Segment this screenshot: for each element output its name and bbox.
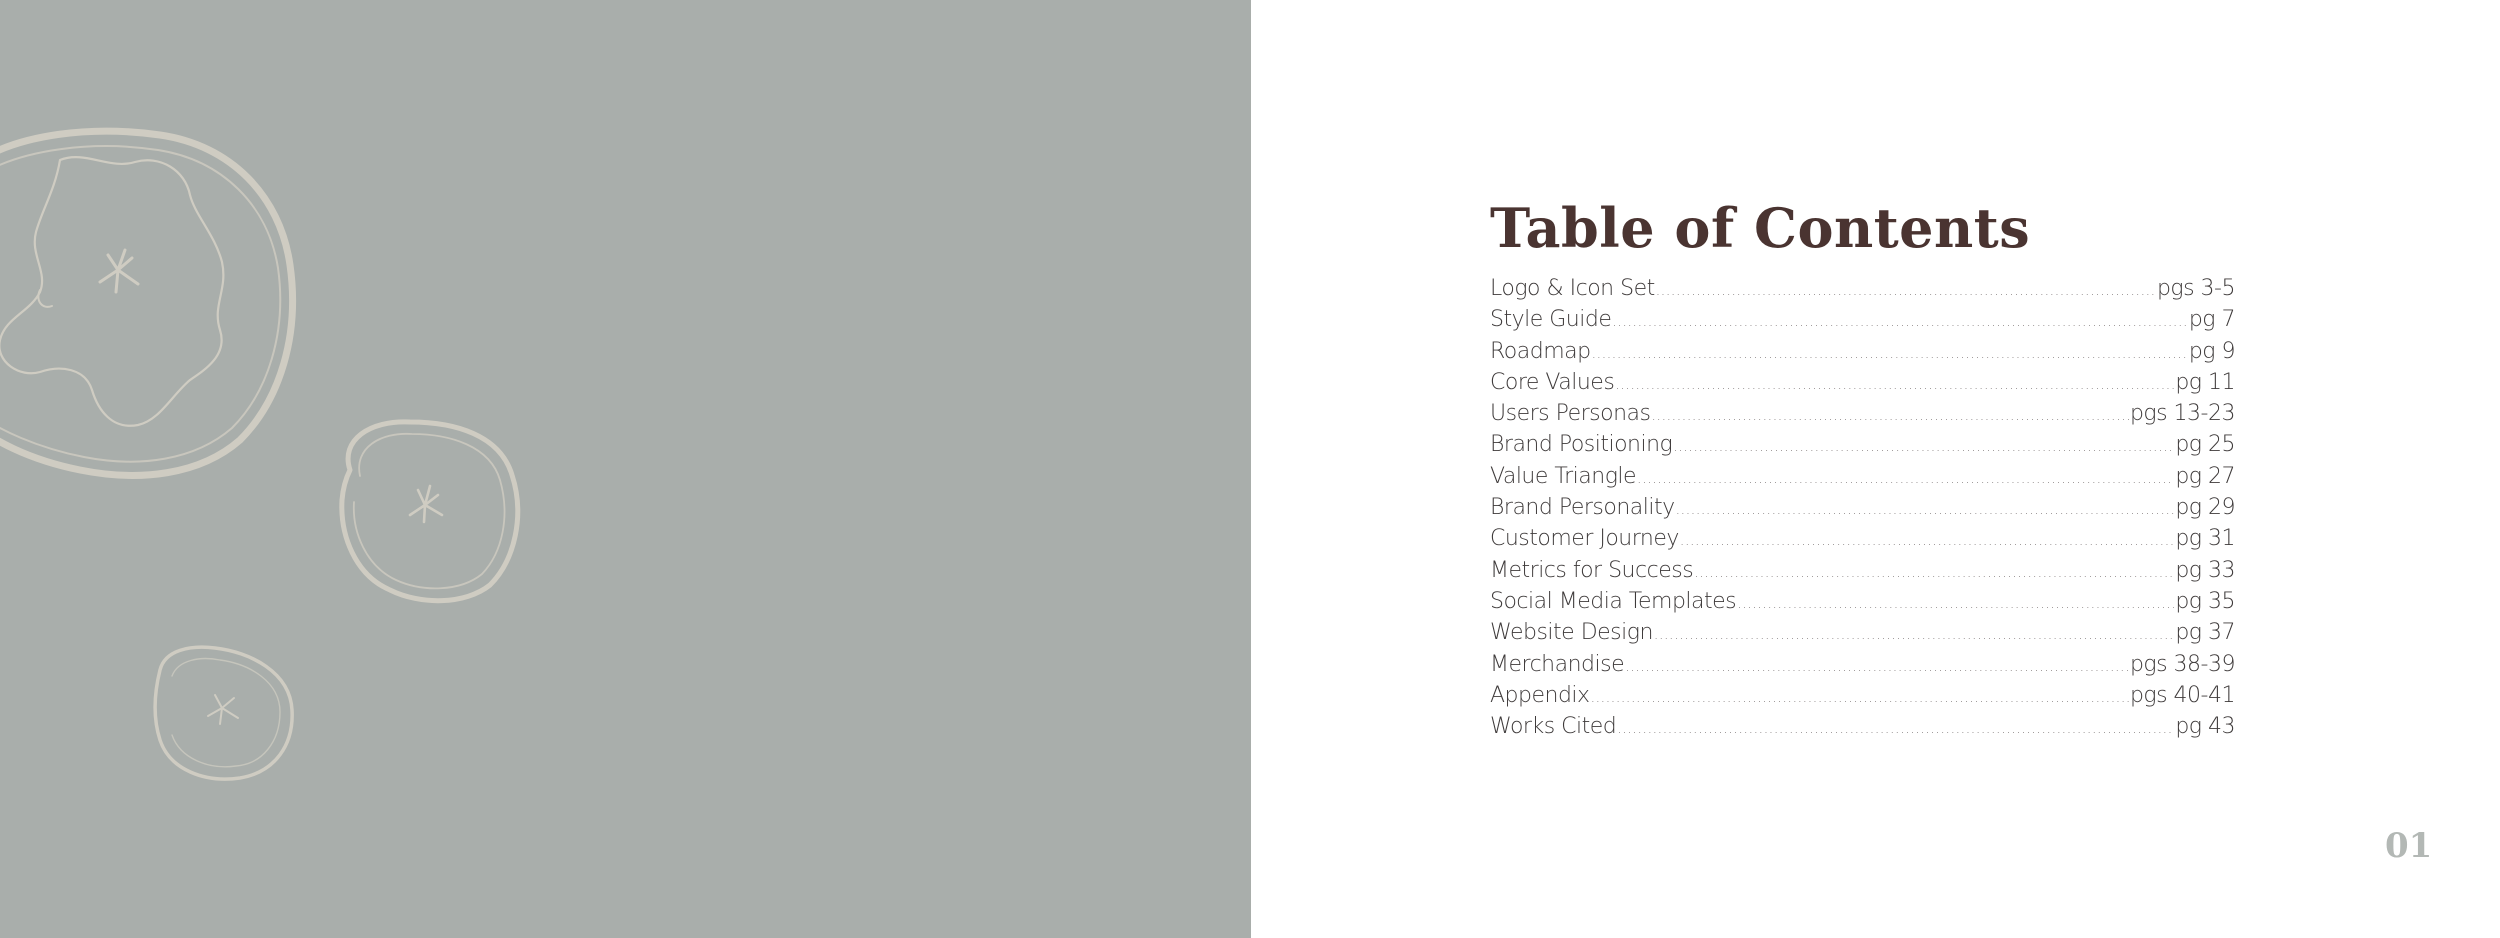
toc-entry-page: pg 9 bbox=[2188, 338, 2235, 364]
toc-dot-leader bbox=[1656, 283, 2156, 299]
toc-entry-label: Customer Journey bbox=[1490, 526, 1679, 552]
toc-entry-page: pg 43 bbox=[2175, 714, 2235, 740]
large-fruit-slice-icon bbox=[0, 131, 293, 475]
toc-entry-page: pgs 40-41 bbox=[2129, 682, 2235, 708]
toc-entry-page: pgs 3-5 bbox=[2156, 276, 2235, 301]
toc-dot-leader bbox=[1654, 627, 2174, 643]
toc-entry-label: Style Guide bbox=[1490, 307, 1612, 333]
toc-entry-label: Social Media Templates bbox=[1490, 588, 1737, 614]
toc-dot-leader bbox=[1637, 471, 2174, 487]
small-fruit-slice-icon bbox=[155, 647, 292, 779]
toc-entry-label: Website Design bbox=[1490, 620, 1653, 646]
toc-entry-page: pgs 13-23 bbox=[2129, 401, 2235, 427]
toc-entry-page: pgs 38-39 bbox=[2129, 651, 2235, 677]
toc-dot-leader bbox=[1612, 314, 2187, 330]
toc-dot-leader bbox=[1591, 690, 2129, 706]
toc-entry-label: Brand Personality bbox=[1490, 495, 1675, 521]
toc-entry bbox=[1490, 432, 2235, 463]
toc-entry bbox=[1490, 495, 2235, 526]
toc-entry bbox=[1490, 558, 2235, 589]
toc-entry bbox=[1490, 589, 2235, 620]
toc-entry-label: Logo & Icon Set bbox=[1490, 276, 1655, 301]
toc-entry bbox=[1490, 401, 2235, 432]
toc-entry-page: pg 27 bbox=[2175, 463, 2235, 489]
toc-entry-label: Roadmap bbox=[1490, 338, 1591, 364]
toc-list bbox=[1490, 276, 2235, 745]
toc-dot-leader bbox=[1737, 596, 2174, 612]
toc-entry bbox=[1490, 307, 2235, 338]
toc-entry-page: pg 7 bbox=[2188, 307, 2235, 333]
toc-entry bbox=[1490, 683, 2235, 714]
toc-entry-page: pg 33 bbox=[2175, 557, 2235, 583]
toc-dot-leader bbox=[1680, 533, 2174, 549]
toc-entry-page: pg 37 bbox=[2175, 620, 2235, 646]
toc-entry-label: Merchandise bbox=[1490, 651, 1625, 677]
medium-fruit-slice-icon bbox=[342, 422, 518, 601]
toc-entry-label: Value Triangle bbox=[1490, 463, 1637, 489]
toc-entry-page: pg 29 bbox=[2175, 495, 2235, 521]
toc-entry bbox=[1490, 276, 2235, 307]
toc-entry-label: Appendix bbox=[1490, 682, 1590, 708]
toc-entry-page: pg 31 bbox=[2175, 526, 2235, 552]
toc-entry bbox=[1490, 370, 2235, 401]
toc-entry bbox=[1490, 652, 2235, 683]
toc-dot-leader bbox=[1694, 565, 2174, 581]
toc-entry-page: pg 35 bbox=[2175, 588, 2235, 614]
toc-entry-page: pg 25 bbox=[2175, 432, 2235, 458]
toc-entry bbox=[1490, 526, 2235, 557]
toc-entry-label: Works Cited bbox=[1490, 714, 1617, 740]
toc-entry bbox=[1490, 714, 2235, 745]
toc-entry-label: Core Values bbox=[1490, 369, 1615, 395]
page-number: 01 bbox=[2385, 826, 2433, 866]
toc-dot-leader bbox=[1617, 721, 2174, 737]
toc-entry bbox=[1490, 339, 2235, 370]
toc-dot-leader bbox=[1676, 502, 2175, 518]
toc-entry-page: pg 11 bbox=[2175, 369, 2235, 395]
toc-dot-leader bbox=[1592, 346, 2188, 362]
toc-dot-leader bbox=[1625, 659, 2129, 675]
toc-dot-leader bbox=[1673, 439, 2174, 455]
page-title: Table of Contents bbox=[1490, 196, 2031, 260]
toc-dot-leader bbox=[1651, 408, 2128, 424]
toc-entry bbox=[1490, 464, 2235, 495]
toc-entry-label: Brand Positioning bbox=[1490, 432, 1673, 458]
toc-entry-label: Users Personas bbox=[1490, 401, 1651, 427]
toc-dot-leader bbox=[1615, 377, 2174, 393]
toc-entry bbox=[1490, 620, 2235, 651]
toc-entry-label: Metrics for Success bbox=[1490, 557, 1694, 583]
